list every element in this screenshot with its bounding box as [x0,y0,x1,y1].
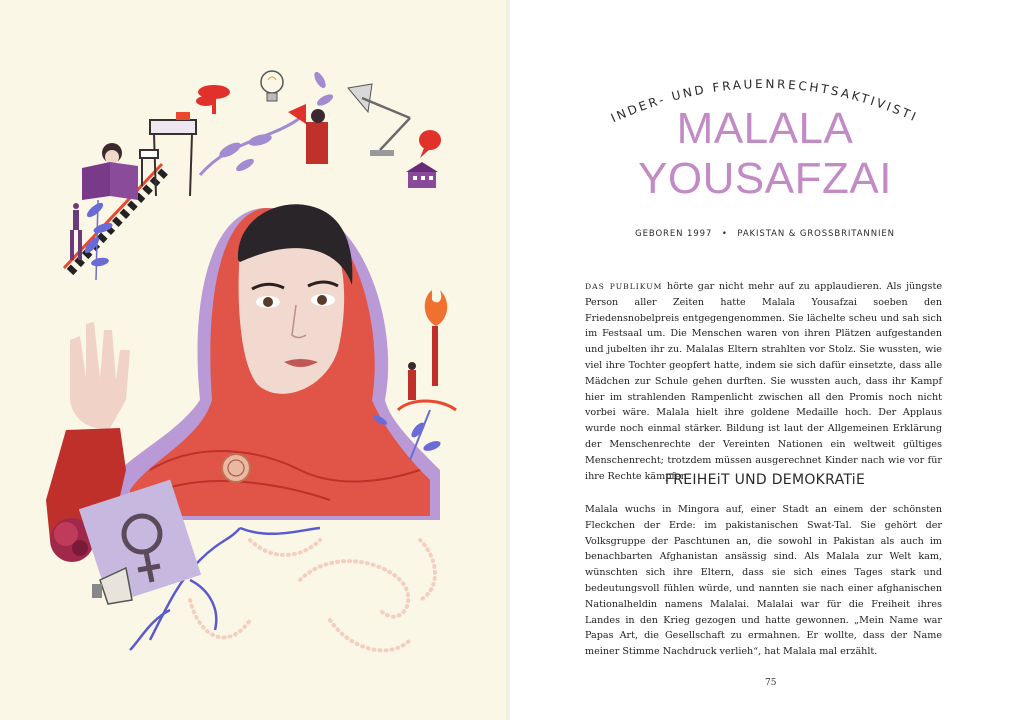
text-page [510,0,1020,720]
page-number: 75 [765,678,777,688]
name-first-line: MALALA [676,104,854,153]
megaphone-icon [288,104,328,164]
born-label: GEBOREN 1997 [635,229,713,239]
medal-icon [222,454,250,482]
school-desk-icon [140,112,196,196]
section-heading: FREIHEiT UND DEMOKRATiE [664,472,866,488]
name-second-line: YOUSAFZAI [638,154,892,203]
torch-icon [398,290,456,410]
countries-label: PAKISTAN & GROSSBRITANNIEN [737,229,895,239]
light-bulb-icon [261,71,283,101]
leaf-sprig-icon [83,200,114,280]
girl-reading-icon [82,143,138,200]
paragraph-lead-in: DAS PUBLIKUM [585,282,663,291]
meta-separator: • [721,229,728,239]
school-building-icon [406,162,438,188]
kicker-text: KINDER- UND FRAUENRECHTSAKTIVISTIN [594,51,921,126]
paragraph-intro [585,279,942,484]
speech-bubble-icon [419,130,441,158]
paragraph-intro-body: hörte gar nicht mehr auf zu applaudieren. Als jüngste Person aller Zeiten hatte Malala Yousafzai soeben den Friedensnobelpreis entgegengenommen. Sie lächelte scheu und sah sich im Festsaal um. Die Menschen waren von ihren Plätzen aufgestanden und jubelten ihr zu. Malalas Eltern strahlten vor Stolz. Sie wussten, wie viel ihre Tochter geopfert hatte, indem sie sich dafür einsetzte, dass alle Mädchen zur Schule gehen durften. Sie wussten auch, dass ihr Kampf hier im strahlenden Rampenlicht zwischen all den Promis noch nicht vorbei wäre. Malala hielt ihre goldene Medaille hoch. Der Applaus wurde noch einmal stärker. Bildung ist laut der Allgemeinen Erklärung der Menschenrechte der Vereinten Nationen ein weltweit gültiges Menschenrecht; trotzdem müssen ausgerechnet Kinder nach wie vor für ihre Rechte kämpfen. [585,281,943,482]
pearl-strings-shape [190,540,435,650]
red-tree-icon [196,85,230,114]
desk-lamp-icon [348,84,410,156]
birth-meta [590,229,940,239]
walking-figure-icon [70,203,82,260]
paragraph-freedom: Malala wuchs in Mingora auf, einer Stadt an einem der schönsten Fleckchen der Erde: im pakistanischen Swat-Tal. Sie gehört der Volksgruppe der Paschtunen an, die sowohl in Pakistan als auch im benachbarten Afghanistan ansässig sind. Als Malala zur Welt kam, wünschten sich ihre Eltern, dass sie sich eines Tages stark und bedeutungsvoll fühlen würde, und nannten sie nach einer afghanischen Nationalheldin namens Malalai. Malalai war für die Freiheit ihres Landes in den Krieg gezogen und hatte gewonnen. „Mein Name war Papas Art, die Gesellschaft zu ermahnen. Er wollte, dass der Name meiner Stimme Nachdruck verlieh“, hat Malala mal erzählt. [585,504,942,658]
